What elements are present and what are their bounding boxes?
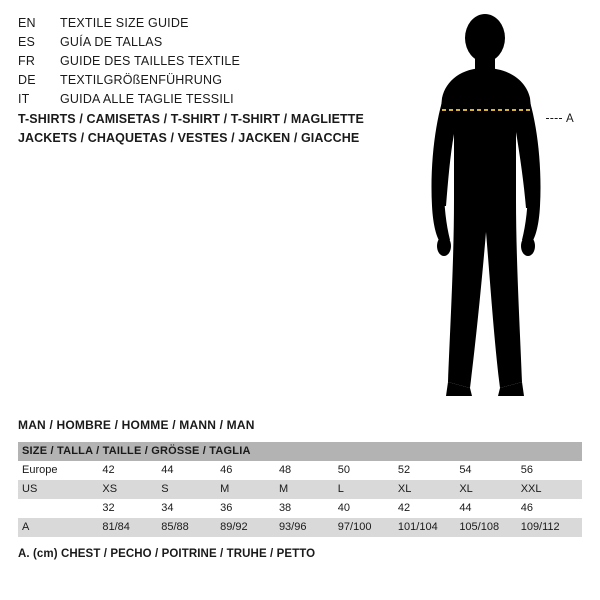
- language-row: [18, 54, 348, 73]
- table-cell: M: [278, 483, 289, 495]
- table-cell: 42: [397, 502, 411, 514]
- language-row: [18, 92, 348, 111]
- language-list: [18, 16, 348, 111]
- table-cell: 54: [459, 464, 472, 476]
- row-label: A: [22, 521, 30, 533]
- row-label: Europe: [22, 464, 58, 476]
- male-figure-illustration: [380, 10, 600, 410]
- language-text: GUÍA DE TALLAS: [60, 35, 163, 49]
- table-cell: XL: [459, 483, 473, 495]
- table-cell: XS: [102, 483, 118, 495]
- table-cell: M: [220, 483, 230, 495]
- language-code: FR: [18, 54, 36, 68]
- language-row: [18, 35, 348, 54]
- table-row: [18, 518, 582, 537]
- table-cell: 38: [278, 502, 292, 514]
- table-cell: 52: [397, 464, 411, 476]
- table-cell: S: [161, 483, 169, 495]
- table-header-row: [18, 442, 582, 461]
- table-cell: 42: [102, 464, 115, 476]
- table-cell: 89/92: [220, 521, 248, 533]
- table-cell: 44: [459, 502, 472, 514]
- table-header-label: SIZE / TALLA / TAILLE / GRÖSSE / TAGLIA: [22, 445, 251, 457]
- table-cell: 50: [337, 464, 351, 476]
- language-text: TEXTILE SIZE GUIDE: [60, 16, 189, 30]
- table-cell: 46: [220, 464, 233, 476]
- size-table: [18, 442, 582, 537]
- language-code: EN: [18, 16, 36, 30]
- category-headings: [18, 110, 378, 148]
- table-cell: L: [337, 483, 344, 495]
- row-label: [18, 499, 102, 518]
- language-code: DE: [18, 73, 36, 87]
- table-cell: 32: [102, 502, 115, 514]
- silhouette-icon: [380, 10, 600, 410]
- table-cell: XL: [397, 483, 412, 495]
- category-jackets: JACKETS / CHAQUETAS / VESTES / JACKEN / GIACCHE: [18, 131, 360, 145]
- table-cell: 105/108: [459, 521, 500, 533]
- table-cell: 36: [220, 502, 233, 514]
- table-row: [18, 461, 582, 480]
- language-row: [18, 16, 348, 35]
- language-text: TEXTILGRÖßENFÜHRUNG: [60, 73, 223, 87]
- row-label: US: [22, 483, 38, 495]
- table-cell: 93/96: [278, 521, 307, 533]
- table-title: MAN / HOMBRE / HOMME / MANN / MAN: [18, 418, 255, 432]
- table-cell: 44: [161, 464, 174, 476]
- footnote-chest-measure: A. (cm) CHEST / PECHO / POITRINE / TRUHE / PETTO: [18, 548, 316, 560]
- marker-dash-line: [546, 118, 562, 119]
- language-text: GUIDA ALLE TAGLIE TESSILI: [60, 92, 234, 106]
- table-cell: 101/104: [397, 521, 438, 533]
- language-row: [18, 73, 348, 92]
- table-cell: 40: [337, 502, 351, 514]
- table-cell: 34: [161, 502, 174, 514]
- language-code: IT: [18, 92, 30, 106]
- table-cell: 81/84: [102, 521, 130, 533]
- marker-label-a: A: [566, 113, 574, 125]
- table-cell: 48: [278, 464, 292, 476]
- table-cell: XXL: [520, 483, 542, 495]
- language-text: GUIDE DES TAILLES TEXTILE: [60, 54, 241, 68]
- table-cell: 56: [520, 464, 533, 476]
- language-code: ES: [18, 35, 36, 49]
- table-cell: 109/112: [520, 521, 560, 533]
- table-row: [18, 499, 582, 518]
- table-cell: 46: [520, 502, 533, 514]
- table-cell: 97/100: [337, 521, 372, 533]
- table-cell: 85/88: [161, 521, 189, 533]
- category-tshirts: T-SHIRTS / CAMISETAS / T-SHIRT / T-SHIRT / MAGLIETTE: [18, 112, 364, 126]
- table-row: [18, 480, 582, 499]
